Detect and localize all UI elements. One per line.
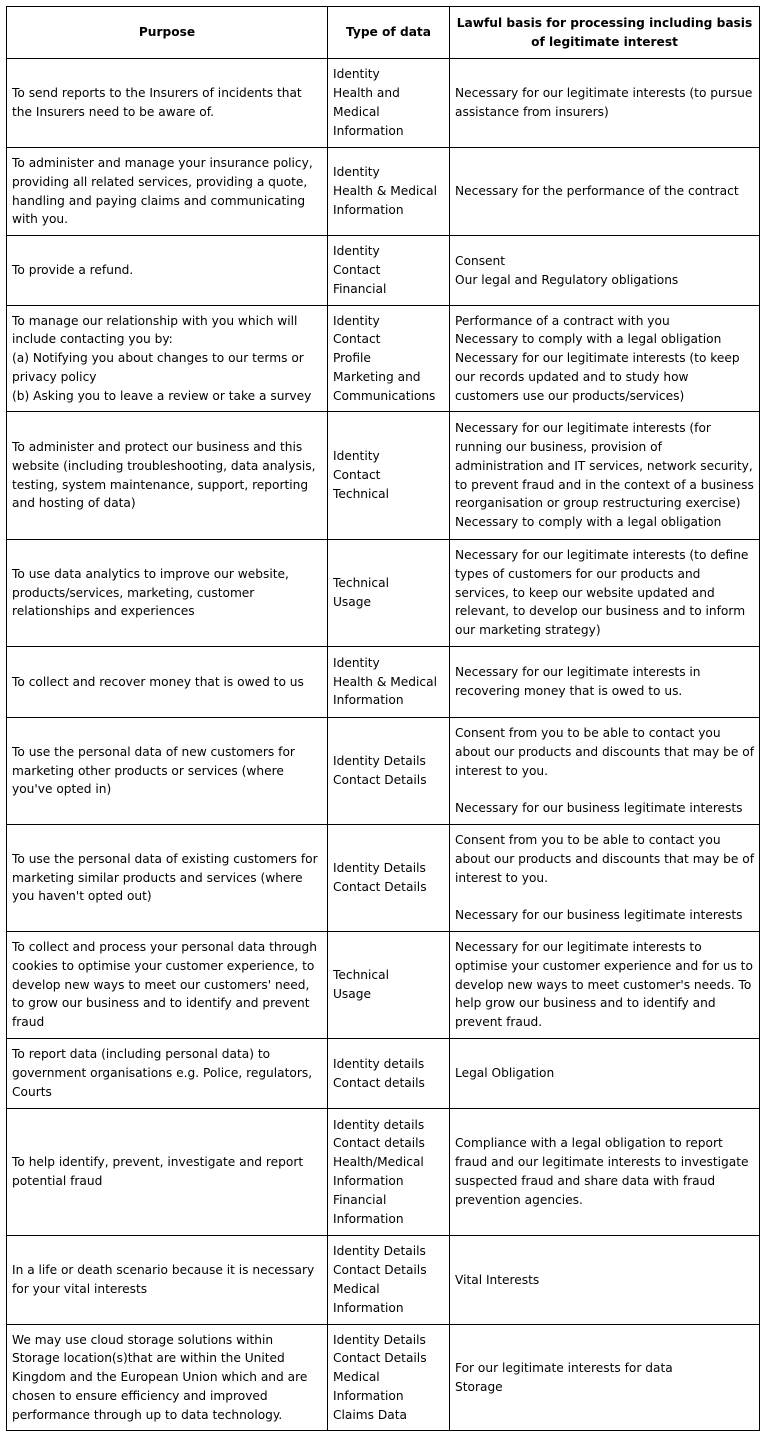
header-purpose: Purpose bbox=[7, 7, 328, 59]
lawful-basis-cell: Legal Obligation bbox=[450, 1039, 760, 1109]
purpose-cell: To use data analytics to improve our website, products/services, marketing, customer relationships and experiences bbox=[7, 540, 328, 647]
lawful-basis-cell: Consent from you to be able to contact you about our products and discounts that may be of interest to you. Necessary for our business legitimate interests bbox=[450, 825, 760, 932]
lawful-basis-cell: Vital Interests bbox=[450, 1236, 760, 1325]
table-row bbox=[7, 412, 760, 540]
purpose-cell: To send reports to the Insurers of incidents that the Insurers need to be aware of. bbox=[7, 59, 328, 148]
type-of-data-cell: Identity Health and Medical Information bbox=[328, 59, 450, 148]
type-of-data-cell: Identity Details Contact Details bbox=[328, 825, 450, 932]
type-of-data-cell: Identity Details Contact Details Medical Information Claims Data bbox=[328, 1325, 450, 1431]
purpose-cell: To report data (including personal data) to government organisations e.g. Police, regulators, Courts bbox=[7, 1039, 328, 1109]
purpose-cell: To use the personal data of existing customers for marketing similar products and services (where you haven't opted out) bbox=[7, 825, 328, 932]
type-of-data-cell: Identity Details Contact Details bbox=[328, 718, 450, 825]
type-of-data-cell: Identity Contact Technical bbox=[328, 412, 450, 540]
data-processing-table bbox=[6, 6, 760, 1431]
lawful-basis-cell: Necessary for our legitimate interests (to define types of customers for our products and services, to keep our website updated and relevant, to develop our business and to inform our marketing strategy) bbox=[450, 540, 760, 647]
type-of-data-cell: Identity Contact Financial bbox=[328, 236, 450, 306]
lawful-basis-cell: Necessary for our legitimate interests in recovering money that is owed to us. bbox=[450, 647, 760, 718]
purpose-cell: To manage our relationship with you which will include contacting you by: (a) Notifying you about changes to our terms or privacy policy (b) Asking you to leave a review or take a survey bbox=[7, 306, 328, 412]
lawful-basis-cell: Compliance with a legal obligation to report fraud and our legitimate interests to investigate suspected fraud and share data with fraud prevention agencies. bbox=[450, 1109, 760, 1236]
lawful-basis-cell: Performance of a contract with you Necessary to comply with a legal obligation Necessary for our legitimate interests (to keep our records updated and to study how customers use our products/services) bbox=[450, 306, 760, 412]
table-row bbox=[7, 932, 760, 1039]
header-type-of-data: Type of data bbox=[328, 7, 450, 59]
lawful-basis-cell: Necessary for our legitimate interests (to pursue assistance from insurers) bbox=[450, 59, 760, 148]
lawful-basis-cell: Necessary for our legitimate interests to optimise your customer experience and for us to develop new ways to meet customer's needs. To help grow our business and to identify and prevent fraud. bbox=[450, 932, 760, 1039]
table-row bbox=[7, 1236, 760, 1325]
type-of-data-cell: Technical Usage bbox=[328, 540, 450, 647]
type-of-data-cell: Identity details Contact details Health/Medical Information Financial Information bbox=[328, 1109, 450, 1236]
purpose-cell: To use the personal data of new customers for marketing other products or services (where you've opted in) bbox=[7, 718, 328, 825]
table-row bbox=[7, 306, 760, 412]
purpose-cell: To provide a refund. bbox=[7, 236, 328, 306]
table-row bbox=[7, 540, 760, 647]
header-lawful-basis: Lawful basis for processing including basis of legitimate interest bbox=[450, 7, 760, 59]
table-row bbox=[7, 1325, 760, 1431]
purpose-cell: To administer and manage your insurance policy, providing all related services, providing a quote, handling and paying claims and communicating with you. bbox=[7, 148, 328, 236]
lawful-basis-cell: Consent Our legal and Regulatory obligations bbox=[450, 236, 760, 306]
type-of-data-cell: Identity Health & Medical Information bbox=[328, 647, 450, 718]
purpose-cell: We may use cloud storage solutions within Storage location(s)that are within the United Kingdom and the European Union which and are chosen to ensure efficiency and improved performance through up to data technology. bbox=[7, 1325, 328, 1431]
table-row bbox=[7, 718, 760, 825]
table-row bbox=[7, 1039, 760, 1109]
type-of-data-cell: Identity Details Contact Details Medical Information bbox=[328, 1236, 450, 1325]
purpose-cell: To administer and protect our business and this website (including troubleshooting, data analysis, testing, system maintenance, support, reporting and hosting of data) bbox=[7, 412, 328, 540]
table-row bbox=[7, 59, 760, 148]
table-row bbox=[7, 647, 760, 718]
purpose-cell: In a life or death scenario because it is necessary for your vital interests bbox=[7, 1236, 328, 1325]
type-of-data-cell: Identity Health & Medical Information bbox=[328, 148, 450, 236]
purpose-cell: To collect and recover money that is owed to us bbox=[7, 647, 328, 718]
lawful-basis-cell: Consent from you to be able to contact you about our products and discounts that may be of interest to you. Necessary for our business legitimate interests bbox=[450, 718, 760, 825]
lawful-basis-cell: For our legitimate interests for data Storage bbox=[450, 1325, 760, 1431]
type-of-data-cell: Technical Usage bbox=[328, 932, 450, 1039]
table-row bbox=[7, 1109, 760, 1236]
type-of-data-cell: Identity Contact Profile Marketing and Communications bbox=[328, 306, 450, 412]
table-header-row bbox=[7, 7, 760, 59]
purpose-cell: To help identify, prevent, investigate and report potential fraud bbox=[7, 1109, 328, 1236]
table-row bbox=[7, 148, 760, 236]
data-processing-table-container bbox=[6, 6, 760, 1431]
lawful-basis-cell: Necessary for the performance of the contract bbox=[450, 148, 760, 236]
type-of-data-cell: Identity details Contact details bbox=[328, 1039, 450, 1109]
table-row bbox=[7, 825, 760, 932]
purpose-cell: To collect and process your personal data through cookies to optimise your customer experience, to develop new ways to meet our customers' need, to grow our business and to identify and prevent fraud bbox=[7, 932, 328, 1039]
lawful-basis-cell: Necessary for our legitimate interests (for running our business, provision of administration and IT services, network security, to prevent fraud and in the context of a business reorganisation or group restructuring exercise) Necessary to comply with a legal obligation bbox=[450, 412, 760, 540]
table-row bbox=[7, 236, 760, 306]
